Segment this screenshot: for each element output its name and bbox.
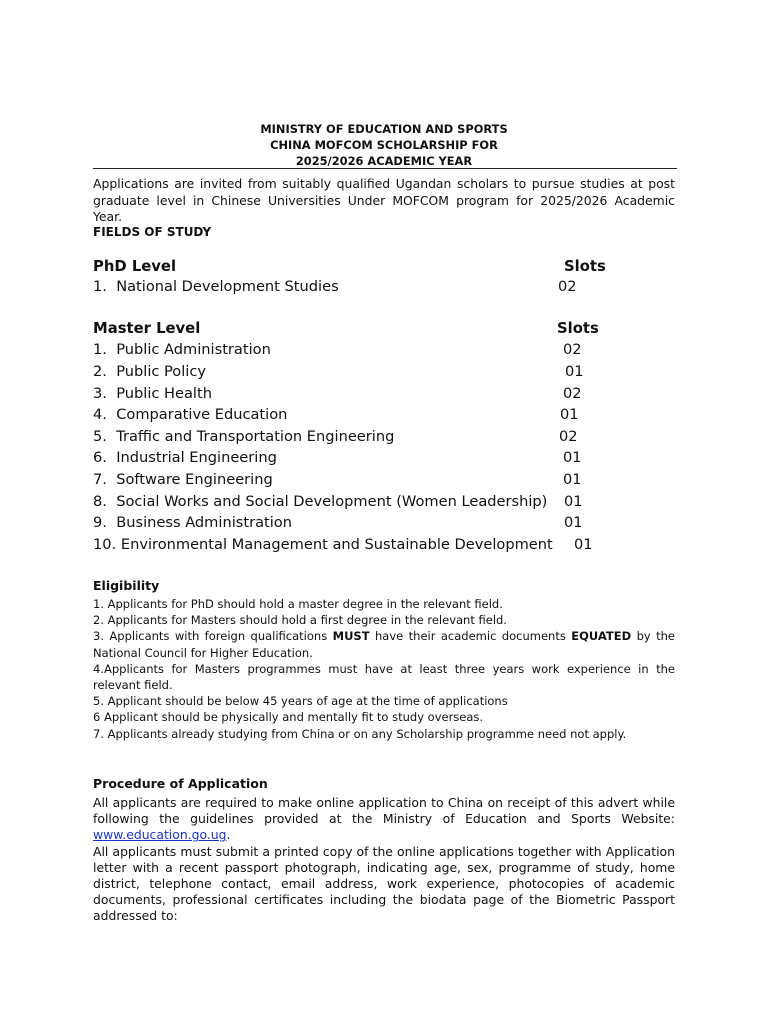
eligibility-text: have their academic documents xyxy=(369,629,572,644)
ministry-website-link[interactable]: www.education.go.ug xyxy=(93,827,227,843)
master-item-slots: 02 xyxy=(563,385,582,402)
master-item-slots: 02 xyxy=(563,341,582,358)
phd-item-slots: 02 xyxy=(558,278,577,295)
master-item xyxy=(93,469,582,490)
master-item xyxy=(93,361,584,382)
document-header xyxy=(93,121,675,169)
master-item xyxy=(93,339,582,360)
phd-level-header xyxy=(93,256,606,277)
eligibility-item xyxy=(93,628,675,660)
master-item xyxy=(93,534,593,555)
fields-of-study-heading: FIELDS OF STUDY xyxy=(93,225,212,239)
header-divider xyxy=(93,168,677,169)
master-item-label: 1. Public Administration xyxy=(93,341,271,358)
master-item-label: 10. Environmental Management and Sustainable Development xyxy=(93,536,553,553)
eligibility-item: 2. Applicants for Masters should hold a first degree in the relevant field. xyxy=(93,613,507,628)
master-item xyxy=(93,404,579,425)
master-item-label: 4. Comparative Education xyxy=(93,406,288,423)
master-item-label: 5. Traffic and Transportation Engineering xyxy=(93,428,395,445)
master-item xyxy=(93,491,583,512)
eligibility-item: 7. Applicants already studying from China or on any Scholarship programme need not apply. xyxy=(93,726,627,741)
master-item-slots: 01 xyxy=(563,471,582,488)
procedure-body xyxy=(93,795,675,925)
must-emphasis: MUST xyxy=(332,629,370,644)
master-item xyxy=(93,426,578,447)
header-line-scholarship: CHINA MOFCOM SCHOLARSHIP FOR xyxy=(270,138,498,152)
master-level-heading: Master Level xyxy=(93,320,201,337)
eligibility-item: 5. Applicant should be below 45 years of age at the time of applications xyxy=(93,694,508,709)
procedure-text: . xyxy=(226,827,231,843)
intro-paragraph: Applications are invited from suitably qualified Ugandan scholars to pursue studies at post graduate level in Chinese Universities Under MOFCOM program for 2025/2026 Academic Year. xyxy=(93,176,675,224)
master-item-slots: 01 xyxy=(564,493,583,510)
master-item-label: 2. Public Policy xyxy=(93,363,207,380)
master-item xyxy=(93,447,582,468)
master-item-slots: 01 xyxy=(574,536,593,553)
master-item-label: 6. Industrial Engineering xyxy=(93,449,277,466)
master-level-header xyxy=(93,318,599,339)
procedure-heading: Procedure of Application xyxy=(93,776,268,791)
master-item-label: 7. Software Engineering xyxy=(93,471,273,488)
eligibility-text: 3. Applicants with foreign qualifications xyxy=(93,629,333,644)
master-item xyxy=(93,512,583,533)
master-item-slots: 01 xyxy=(563,449,582,466)
procedure-text: All applicants are required to make online application to China on receipt of this advert while following the guidelines provided at the Ministry of Education and Sports Website: xyxy=(93,795,675,827)
master-item-slots: 02 xyxy=(559,428,578,445)
eligibility-item: 1. Applicants for PhD should hold a master degree in the relevant field. xyxy=(93,597,503,611)
header-line-year: 2025/2026 ACADEMIC YEAR xyxy=(295,154,473,168)
eligibility-text: by the National Council for Higher Education. xyxy=(93,629,675,660)
equated-emphasis: EQUATED xyxy=(571,629,632,644)
phd-level-heading: PhD Level xyxy=(93,258,177,275)
procedure-paragraph xyxy=(93,795,675,844)
master-item-slots: 01 xyxy=(564,514,583,531)
phd-item xyxy=(93,276,577,297)
eligibility-heading: Eligibility xyxy=(93,578,160,593)
procedure-paragraph: All applicants must submit a printed copy of the online applications together with Application letter with a recent passport photograph, indicating age, sex, programme of study, home district, telephone contact, email address, work experience, photocopies of academic documents, professional certificates including the biodata page of the Biometric Passport addressed to: xyxy=(93,843,675,924)
master-slots-heading: Slots xyxy=(557,320,599,337)
eligibility-item: 6 Applicant should be physically and mentally fit to study overseas. xyxy=(93,710,484,725)
eligibility-list xyxy=(93,596,675,742)
phd-slots-heading: Slots xyxy=(564,258,606,275)
master-item-slots: 01 xyxy=(560,406,579,423)
master-item-label: 3. Public Health xyxy=(93,385,212,402)
master-item-label: 8. Social Works and Social Development (Women Leadership) xyxy=(93,493,548,510)
phd-item-label: 1. National Development Studies xyxy=(93,278,339,295)
header-line-ministry: MINISTRY OF EDUCATION AND SPORTS xyxy=(260,122,508,136)
master-item xyxy=(93,383,582,404)
master-item-label: 9. Business Administration xyxy=(93,514,292,531)
eligibility-item: 4.Applicants for Masters programmes must have at least three years work experience in the relevant field. xyxy=(93,661,675,693)
master-item-slots: 01 xyxy=(565,363,584,380)
